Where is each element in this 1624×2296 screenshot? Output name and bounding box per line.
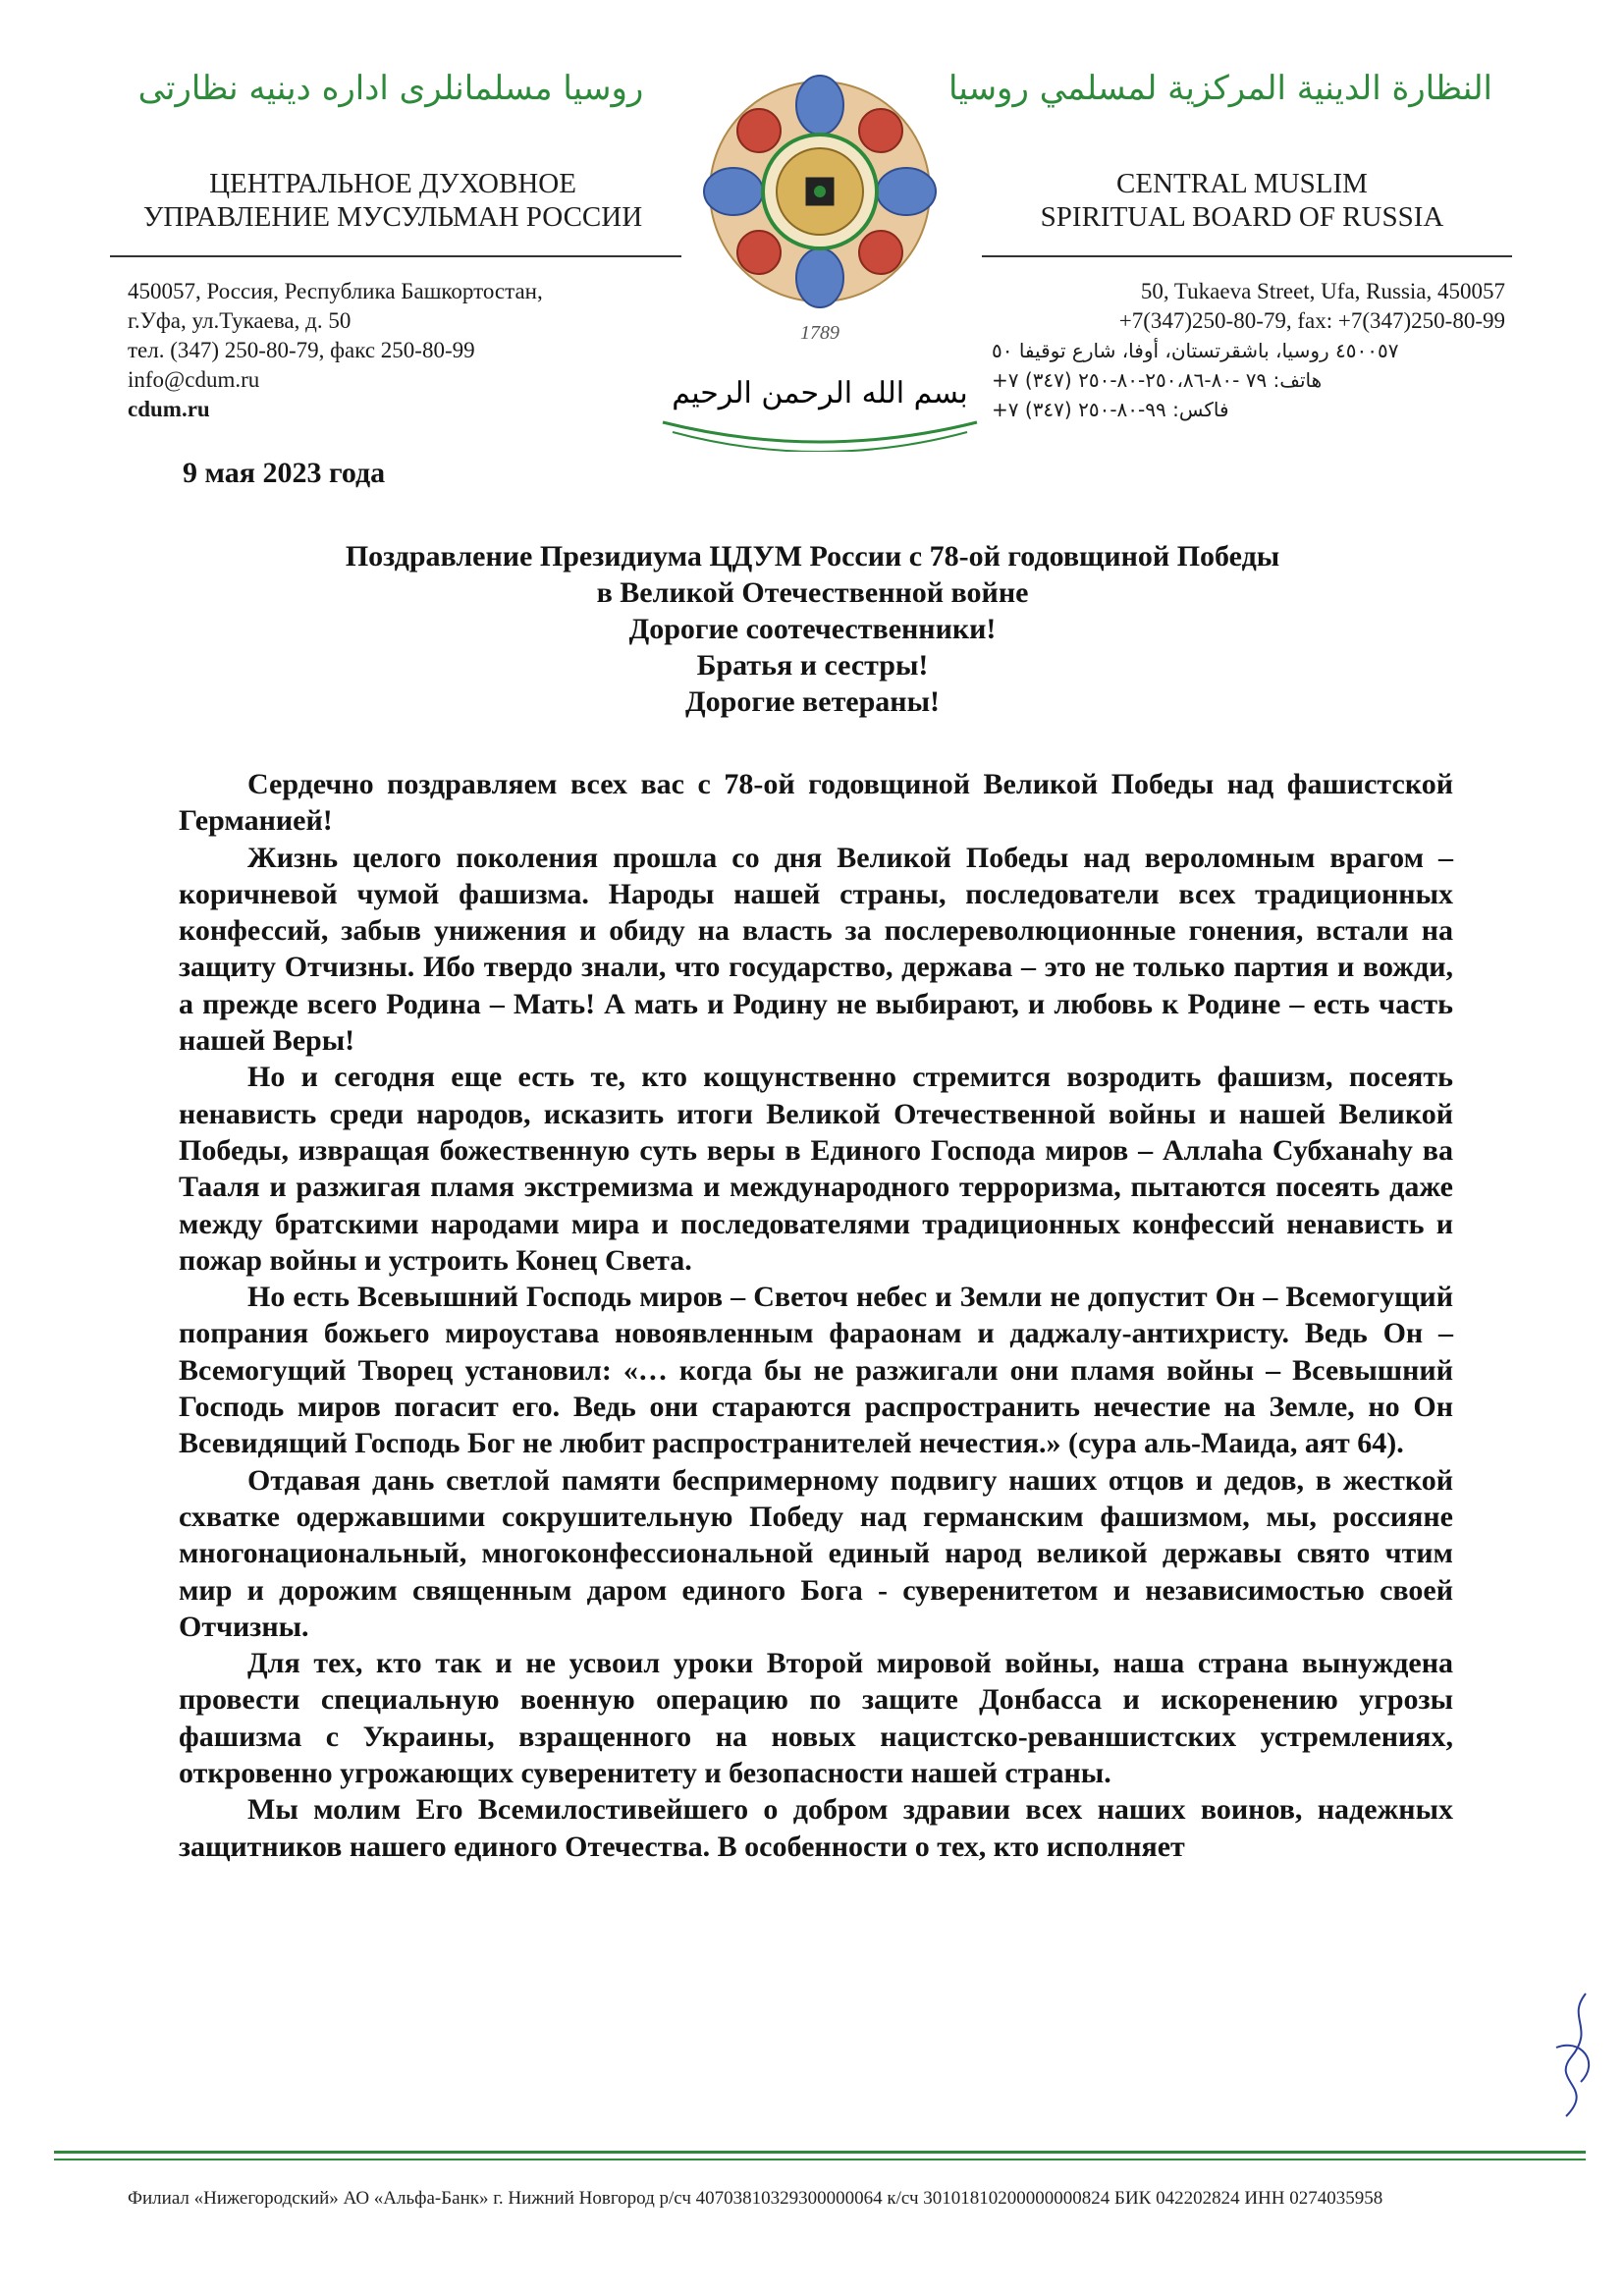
org-ru-line-1: ЦЕНТРАЛЬНОЕ ДУХОВНОЕ [209,168,576,199]
basmala-calligraphy [643,344,997,452]
address-line: г.Уфа, ул.Тукаева, д. 50 [128,308,352,333]
organization-name-ru [118,167,668,234]
address-line-arabic: ٤٥٠٠٥٧ روسيا، باشقرتستان، أوفا، شارع توقيفا ٥٠ [992,339,1399,362]
basmala-text: بسم الله الرحمن الرحيم [672,376,968,410]
org-en-line-2: SPIRITUAL BOARD OF RUSSIA [1040,201,1444,233]
phone-line: +7(347)250-80-79, fax: +7(347)250-80-99 [1118,308,1505,333]
footer-divider [54,2151,1586,2154]
logo-year: 1789 [800,322,839,344]
phone-line: тел. (347) 250-80-79, факс 250-80-99 [128,338,475,362]
org-en-line-1: CENTRAL MUSLIM [1116,168,1368,199]
header-divider-right [982,255,1512,257]
paragraph: Жизнь целого поколения прошла со дня Великой Победы над вероломным врагом – коричневой чумой фашизма. Народы нашей страны, последователи всех традиционных конфессий, забыв унижения и обиду на власть за послереволюционные гонения, встали на защиту Отчизны. Ибо твердо знали, что государство, держава – это не только партия и вожди, а прежде всего Родина – Мать! А мать и Родину не выбирают, и любовь к Родине – есть часть нашей Веры! [179,841,1453,1058]
website-link[interactable]: cdum.ru [128,397,210,421]
paragraph: Но есть Всевышний Господь миров – Светоч небес и Земли не допустит Он – Всемогущий попрания божьего мироустава новоявленным фараонам и даджалу-антихристу. Ведь Он – Всемогущий Творец установил: «… когда бы не разжигали они пламя войны – Всевышний Господь миров погасит его. Ведь они стараются распространить нечестие на Земле, но Он Всевидящий Господь Бог не любит распространителей нечестия.» (сура аль-Маида, аят 64). [179,1281,1453,1460]
bank-details: Филиал «Нижегородский» АО «Альфа-Банк» г. Нижний Новгород р/сч 40703810329300000064 к/сч 30101810200000000824 БИК 042202824 ИНН 0274035958 [128,2188,1383,2209]
letter-title [177,538,1448,720]
paragraph: Мы молим Его Всемилостивейшего о добром здравии всех наших воинов, надежных защитников нашего единого Отечества. В особенности о тех, кто исполняет [179,1793,1453,1863]
address-block-ru [128,277,677,424]
arabic-script-emblem-right: النظارة الدينية المركزية لمسلمي روسيا [947,69,1492,108]
fax-line-arabic: فاكس: ٩٩-٨٠-٢٥٠ (٣٤٧) ٧+ [992,398,1229,421]
greeting-line: Дорогие соотечественники! [628,613,997,645]
org-ru-line-2: УПРАВЛЕНИЕ МУСУЛЬМАН РОССИИ [142,201,643,233]
ornament-logo-icon [692,59,947,329]
basmala-flourish-icon [643,344,997,452]
greeting-line: Дорогие ветераны! [685,685,940,718]
address-block-en [992,277,1505,424]
organization-name-en [992,167,1492,234]
email-link[interactable]: info@cdum.ru [128,367,260,392]
paragraph: Сердечно поздравляем всех вас с 78-ой годовщиной Великой Победы над фашистской Германией! [179,768,1453,838]
phone-line-arabic: هاتف: ٧٩ -٨٠-٢٥٠،٨٦-٨٠-٢٥٠ (٣٤٧) ٧+ [992,368,1323,392]
address-line: 450057, Россия, Республика Башкортостан, [128,279,543,303]
paragraph: Отдавая дань светлой памяти беспримерному подвигу наших отцов и дедов, в жесткой схватке одержавшими сокрушительную Победу над германским фашизмом, мы, россияне многонациональный, многоконфессиональной единый народ великой державы свято чтим мир и дорожим священным даром единого Бога - суверенитетом и независимостью своей Отчизны. [179,1463,1453,1643]
footer-divider [54,2159,1586,2160]
signature-icon [1527,1989,1615,2136]
header-divider-left [110,255,681,257]
title-line: в Великой Отечественной войне [596,576,1029,609]
greeting-line: Братья и сестры! [696,649,929,682]
paragraph: Для тех, кто так и не усвоил уроки Второй мировой войны, наша страна вынуждена провести специальную военную операцию по защите Донбасса и искоренению угрозы фашизма с Украины, взращенного на новых нацистско-реваншистских устремлениях, откровенно угрожающих суверенитету и безопасности нашей страны. [179,1647,1453,1790]
paragraph: Но и сегодня еще есть те, кто кощунственно стремится возродить фашизм, посеять ненависть среди народов, исказить итоги Великой Отечественной войны и нашей Великой Победы, извращая божественную суть веры в Единого Господа миров – Аллаhа Субханаhу ва Тааля и разжигая пламя экстремизма и международного терроризма, пытаются посеять даже между братскими народами мира и последователями традиционных конфессий ненависть и пожар войны и устроить Конец Света. [179,1061,1453,1277]
letter-date: 9 мая 2023 года [183,457,386,489]
address-line: 50, Tukaeva Street, Ufa, Russia, 450057 [1140,279,1505,303]
letter-body [179,766,1453,1865]
title-line: Поздравление Президиума ЦДУМ России с 78-ой годовщиной Победы [345,540,1280,573]
arabic-script-emblem-left: روسیا مسلمانلری اداره دینیه نظارتی [137,69,644,108]
